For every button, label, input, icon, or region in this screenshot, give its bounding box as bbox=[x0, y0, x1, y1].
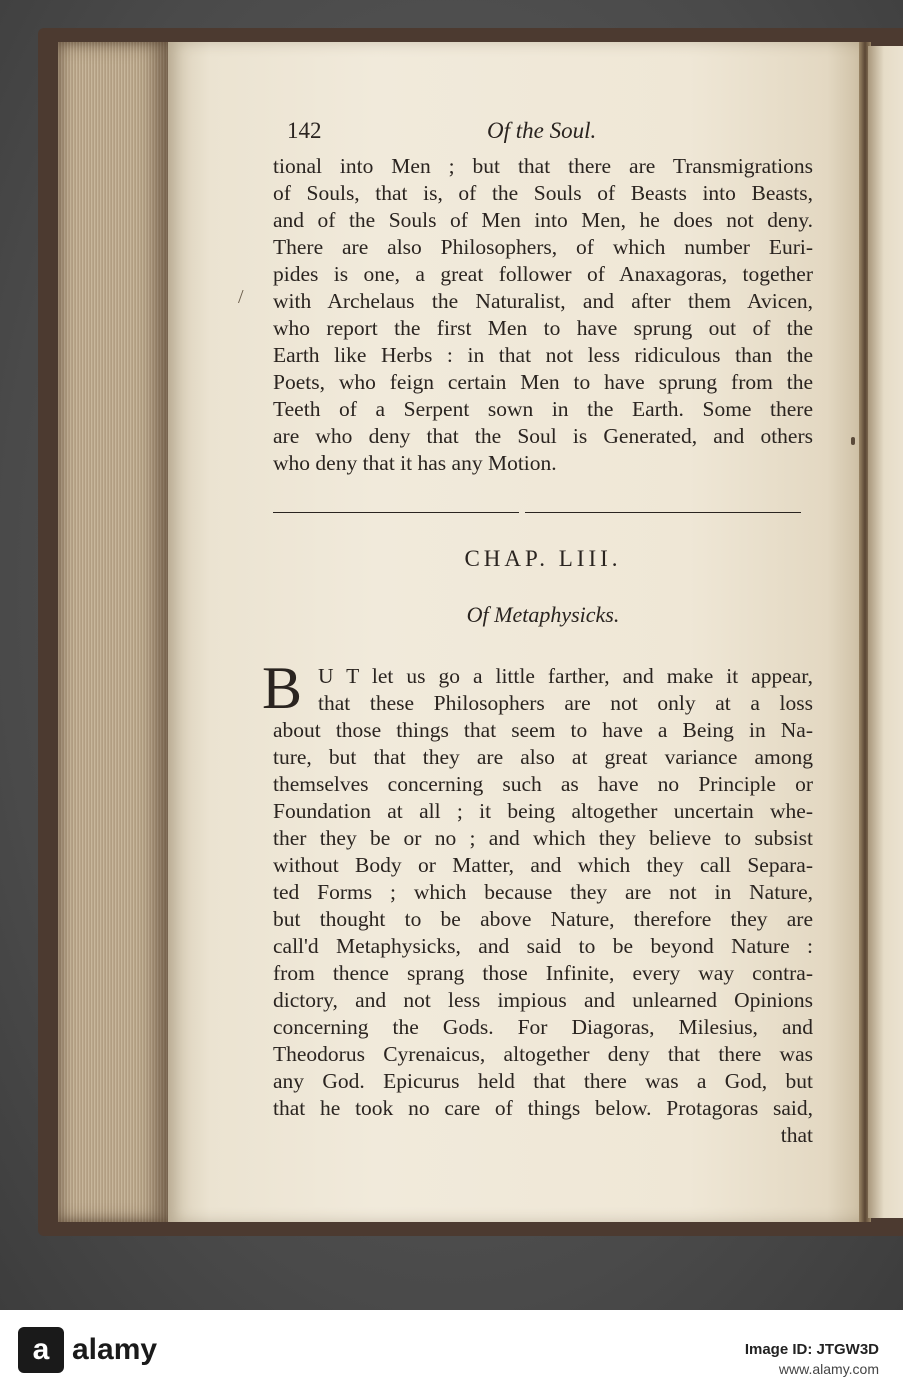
text-line: concerning the Gods. For Diagoras, Milesius, and bbox=[273, 1015, 813, 1039]
text-line: dictory, and not less impious and unlearned Opinions bbox=[273, 988, 813, 1012]
section-rule-right bbox=[525, 512, 801, 513]
text-line: about those things that seem to have a Being in Na- bbox=[273, 718, 813, 742]
text-line: ted Forms ; which because they are not in Nature, bbox=[273, 880, 813, 904]
image-id-block bbox=[745, 1340, 879, 1379]
site-url: www.alamy.com bbox=[778, 1361, 879, 1378]
text-line: with Archelaus the Naturalist, and after them Avicen, bbox=[273, 289, 813, 313]
page-edges bbox=[58, 42, 170, 1222]
facing-page-edge bbox=[868, 46, 903, 1218]
text-line: are who deny that the Soul is Generated, and others bbox=[273, 424, 813, 448]
text-line: ture, but that they are also at great variance among bbox=[273, 745, 813, 769]
text-line: Teeth of a Serpent sown in the Earth. Some there bbox=[273, 397, 813, 421]
text-line: Theodorus Cyrenaicus, altogether deny that there was bbox=[273, 1042, 813, 1066]
text-line: There are also Philosophers, of which number Euri- bbox=[273, 235, 813, 259]
text-line: and of the Souls of Men into Men, he does not deny. bbox=[273, 208, 813, 232]
page-number: 142 bbox=[287, 118, 322, 143]
text-line: Foundation at all ; it being altogether uncertain whe- bbox=[273, 799, 813, 823]
text-line: from thence sprang those Infinite, every way contra- bbox=[273, 961, 813, 985]
image-id: Image ID: JTGW3D bbox=[744, 1341, 879, 1358]
text-line: that he took no care of things below. Protagoras said, bbox=[273, 1096, 813, 1120]
drop-cap: B bbox=[262, 655, 303, 721]
section-rule-left bbox=[273, 512, 519, 513]
text-line: who deny that it has any Motion. bbox=[273, 451, 557, 475]
alamy-logo bbox=[18, 1322, 158, 1378]
text-line: that these Philosophers are not only at a loss bbox=[318, 691, 813, 715]
chapter-title: Of Metaphysicks. bbox=[466, 602, 620, 627]
chapter-heading: CHAP. LIII. bbox=[464, 546, 622, 571]
text-line: but thought to be above Nature, therefore they are bbox=[273, 907, 813, 931]
running-head: Of the Soul. bbox=[487, 118, 597, 143]
margin-pencil-mark: / bbox=[238, 286, 244, 308]
text-line: without Body or Matter, and which they call Separa- bbox=[273, 853, 813, 877]
text-line: of Souls, that is, of the Souls of Beasts into Beasts, bbox=[273, 181, 813, 205]
alamy-wordmark: alamy bbox=[72, 1333, 158, 1366]
text-line: call'd Metaphysicks, and said to be beyond Nature : bbox=[273, 934, 813, 958]
text-line: any God. Epicurus held that there was a God, but bbox=[273, 1069, 813, 1093]
text-line: Earth like Herbs : in that not less ridiculous than the bbox=[273, 343, 813, 367]
text-line: tional into Men ; but that there are Transmigrations bbox=[273, 154, 813, 178]
margin-ink-mark bbox=[851, 437, 855, 445]
text-line: ther they be or no ; and which they believe to subsist bbox=[273, 826, 813, 850]
text-line: pides is one, a great follower of Anaxagoras, together bbox=[273, 262, 813, 286]
text-line: Poets, who feign certain Men to have sprung from the bbox=[273, 370, 813, 394]
text-line: who report the first Men to have sprung out of the bbox=[273, 316, 813, 340]
text-line: U T let us go a little farther, and make it appear, bbox=[318, 664, 813, 688]
text-line: themselves concerning such as have no Principle or bbox=[273, 772, 813, 796]
alamy-badge-icon: a bbox=[18, 1327, 64, 1373]
catchword: that bbox=[780, 1123, 813, 1147]
